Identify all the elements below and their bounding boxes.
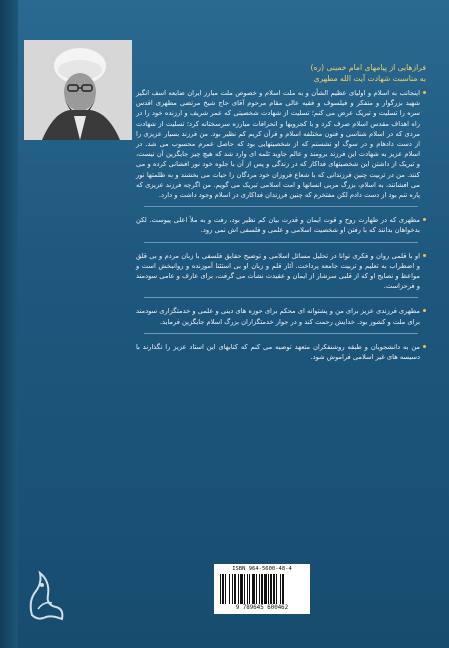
barcode <box>214 564 310 614</box>
paragraph-3: او با قلمی روان و فکری توانا در تحلیل مسائل اسلامی و توضیح حقایق فلسفی با زبان مردم و بی قلق و اضطراب به تعلیم و تربیت جامعه پرداخت. آثار قلم و زبان او بی استثنا آموزنده و روانبخش است و مواعظ و نصایح او که از قلبی سرشار از ایمان و عقیدت نشأت می گرفت، برای عارف و عامی سودمند و فرحزاست. <box>136 251 426 292</box>
barcode-stripe <box>264 574 267 604</box>
divider <box>144 333 418 334</box>
barcode-stripe <box>261 574 263 604</box>
barcode-stripe <box>280 574 281 604</box>
divider <box>144 242 418 243</box>
spine-strip <box>0 0 18 648</box>
barcode-digits: 9 789645 600462 <box>235 605 289 611</box>
paragraph-4: مطهری فرزندی عزیز برای من و پشتوانه ای محکم برای حوزه های دینی و علمی و خدمتگزاری سودمند برای ملت و کشور بود. خدایش رحمت کند و در جوار خدمتگزاران بزرگ اسلام جایگزین فرماید. <box>136 306 426 326</box>
spine-text <box>3 520 15 620</box>
heading-line2: به مناسبت شهادت آیت الله مطهری <box>313 74 426 83</box>
barcode-stripe <box>249 574 250 604</box>
heading-line1: فرازهایی از پیامهای امام خمینی (ره) <box>310 63 426 72</box>
barcode-stripe <box>232 574 233 604</box>
barcode-stripe <box>240 574 243 604</box>
publisher-logo <box>22 565 70 625</box>
barcode-stripe <box>282 574 284 604</box>
barcode-bars <box>220 574 304 604</box>
barcode-stripe <box>222 574 224 604</box>
barcode-stripe <box>273 574 275 604</box>
paragraph-2: مطهری که در طهارت روح و قوت ایمان و قدرت بیان کم نظیر بود، رفت و به ملأ اعلی پیوست. لکن بدخواهان بدانند که با رفتن او شخصیت اسلامی و علمی و فلسفی اش نمی رود. <box>136 215 426 235</box>
text-panel <box>136 28 426 628</box>
barcode-stripe <box>220 574 221 604</box>
barcode-stripe <box>276 574 277 604</box>
barcode-stripe <box>268 574 269 604</box>
paragraph-5: من به دانشجویان و طبقه روشنفکران متعهد توصیه می کنم که کتابهای این استاد عزیز را نگذارند با دسیسه های غیر اسلامی فراموش شود. <box>136 342 426 362</box>
divider <box>144 206 418 207</box>
barcode-stripe <box>234 574 236 604</box>
isbn-label: ISBN 964-5600-48-4 <box>232 566 292 572</box>
barcode-stripe <box>229 574 230 604</box>
divider <box>144 297 418 298</box>
barcode-stripe <box>244 574 245 604</box>
barcode-stripe <box>252 574 255 604</box>
paragraph-1: اینجانب به اسلام و اولیای عظیم الشأن و به ملت اسلام و خصوص ملت مبارز ایران ضایعه اسف انگیز شهید بزرگوار و متفکر و فیلسوف و فقیه عالی مقام مرحوم آقای حاج شیخ مرتضی مطهری اقدس سره را تسلیت و تبریک عرض می کنم؛ تسلیت از شهادت شخصیتی که عمر شریف و ارزنده خود را در راه اهداف مقدس اسلام صرف کرد و با کجرویها و انحرافات مبارزه سرسختانه کرد؛ تسلیت از شهادت مردی که در اسلام شناسی و فنون مختلفه اسلام و قرآن کریم کم نظیر بود. من فرزند بسیار عزیزی را از دست دادهام و در سوگ او نشستم که از شخصیتهایی بود که حاصل عمرم محسوب می شد. در اسلام عزیز به شهادت این فرزند برومند و عالم جاوید ثلمه ای وارد شد که هیچ چیز جایگزین آن نیست، و تبریک از داشتن این شخصیتهای فداکار که در زندگی و پس از آن با جلوه خود نور افشانی کرده و می کنند. من در تربیت چنین فرزندانی که با شعاع فروزان خود مردگان را حیات می بخشند و به ظلمتها نور می افشانند، به اسلام، بزرگ مربی انسانها و امت اسلامی تبریک می گویم. من اگرچه فرزند عزیزی که پاره تنم بود از دست دادم لکن مفتخرم که چنین فرزندان فداکاری در اسلام وجود داشت و دارد. <box>136 88 426 200</box>
barcode-stripe <box>256 574 257 604</box>
barcode-stripe <box>238 574 239 604</box>
barcode-stripe <box>270 574 272 604</box>
barcode-stripe <box>259 574 260 604</box>
author-portrait <box>24 40 132 140</box>
barcode-stripe <box>247 574 248 604</box>
heading <box>136 62 426 84</box>
barcode-stripe <box>225 574 226 604</box>
